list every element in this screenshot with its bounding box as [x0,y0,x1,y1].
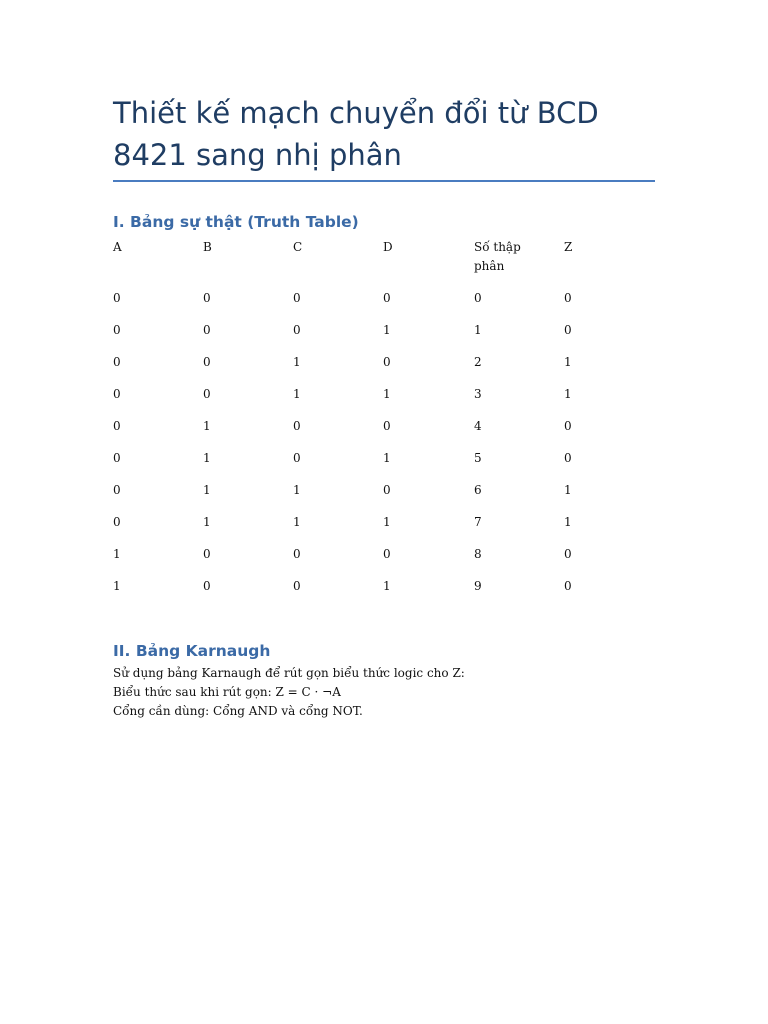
table-cell-d: 0 [383,291,391,305]
table-cell-a: 0 [113,483,121,497]
table-cell-d: 1 [383,451,391,465]
table-cell-d: 0 [383,419,391,433]
table-cell-c: 0 [293,451,301,465]
table-cell-d: 1 [383,579,391,593]
table-cell-d: 1 [383,515,391,529]
table-cell-b: 1 [203,515,211,529]
table-cell-b: 0 [203,579,211,593]
table-cell-d: 0 [383,483,391,497]
table-header-z: Z [564,240,573,254]
table-cell-z: 1 [564,355,572,369]
table-cell-decimal: 5 [474,451,482,465]
table-cell-decimal: 6 [474,483,482,497]
table-cell-c: 1 [293,387,301,401]
table-cell-a: 1 [113,547,121,561]
paragraph-karnaugh-intro: Sử dụng bảng Karnaugh để rút gọn biểu thức logic cho Z: [113,666,465,680]
table-cell-b: 0 [203,547,211,561]
table-cell-c: 0 [293,419,301,433]
table-header-b: B [203,240,212,254]
table-cell-a: 0 [113,451,121,465]
table-cell-d: 1 [383,323,391,337]
table-cell-c: 1 [293,483,301,497]
document-title: Thiết kế mạch chuyển đổi từ BCD 8421 sang nhị phân [113,96,599,172]
table-cell-decimal: 7 [474,515,482,529]
table-header-c: C [293,240,303,254]
table-cell-z: 0 [564,419,572,433]
section-heading-truth-table: I. Bảng sự thật (Truth Table) [113,213,359,231]
table-cell-z: 0 [564,547,572,561]
table-cell-z: 1 [564,483,572,497]
table-cell-c: 0 [293,291,301,305]
table-cell-c: 0 [293,547,301,561]
table-cell-decimal: 0 [474,291,482,305]
table-header-a: A [113,240,122,254]
table-cell-c: 1 [293,355,301,369]
table-cell-b: 0 [203,387,211,401]
table-cell-b: 0 [203,323,211,337]
table-cell-b: 1 [203,419,211,433]
table-cell-c: 1 [293,515,301,529]
table-cell-decimal: 2 [474,355,482,369]
table-cell-b: 0 [203,291,211,305]
table-cell-d: 0 [383,547,391,561]
section-heading-karnaugh: II. Bảng Karnaugh [113,642,271,660]
table-cell-decimal: 3 [474,387,482,401]
table-cell-decimal: 1 [474,323,482,337]
title-underline [113,180,655,182]
table-header-d: D [383,240,393,254]
table-cell-a: 0 [113,419,121,433]
table-cell-c: 0 [293,579,301,593]
table-cell-decimal: 8 [474,547,482,561]
table-cell-a: 0 [113,291,121,305]
table-cell-a: 1 [113,579,121,593]
paragraph-simplified-expression: Biểu thức sau khi rút gọn: Z = C · ¬A [113,685,341,699]
paragraph-required-gates: Cổng cần dùng: Cổng AND và cổng NOT. [113,704,363,718]
table-cell-z: 0 [564,579,572,593]
table-cell-d: 0 [383,355,391,369]
table-cell-z: 1 [564,387,572,401]
table-header-decimal: Số thập phân [474,240,521,273]
table-cell-decimal: 9 [474,579,482,593]
table-cell-a: 0 [113,355,121,369]
table-cell-z: 0 [564,451,572,465]
table-cell-b: 1 [203,483,211,497]
table-cell-z: 0 [564,291,572,305]
table-cell-z: 0 [564,323,572,337]
table-cell-b: 0 [203,355,211,369]
table-cell-a: 0 [113,323,121,337]
table-cell-decimal: 4 [474,419,482,433]
table-cell-z: 1 [564,515,572,529]
table-cell-c: 0 [293,323,301,337]
table-cell-a: 0 [113,387,121,401]
table-cell-b: 1 [203,451,211,465]
table-cell-a: 0 [113,515,121,529]
table-cell-d: 1 [383,387,391,401]
